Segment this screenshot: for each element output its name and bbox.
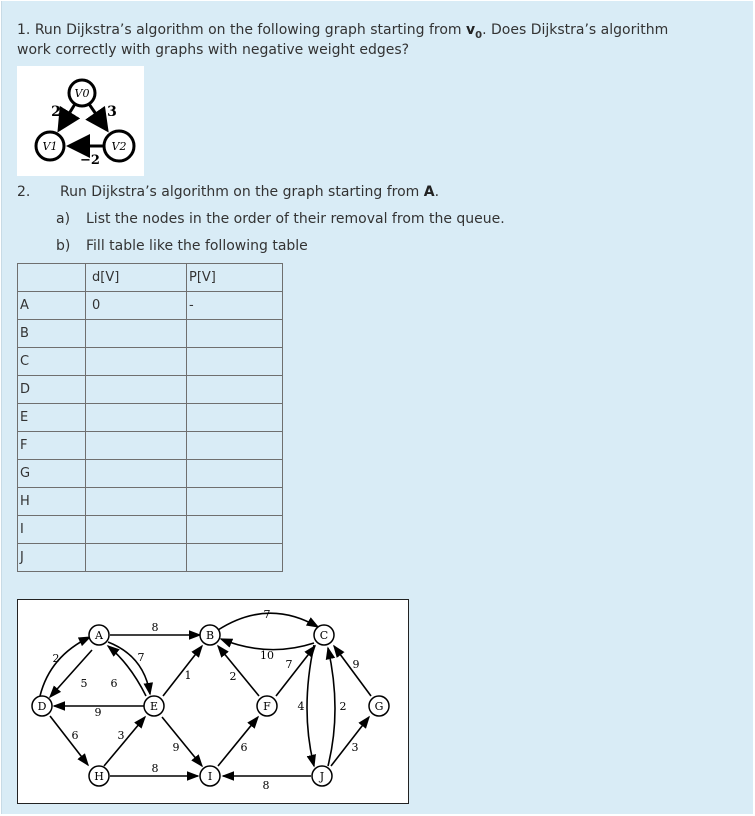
weighted-graph-figure — [17, 599, 409, 804]
question-2-period: . — [434, 184, 440, 200]
distance-table — [17, 263, 283, 572]
start-node: A — [423, 184, 435, 200]
weight-d-a: 2 — [52, 652, 60, 665]
table-cell: B — [18, 320, 86, 348]
weight-label-3: 3 — [107, 104, 117, 120]
node-v2-label: V2 — [111, 140, 127, 153]
node-h-label: H — [94, 770, 104, 783]
edge-v0-v2 — [89, 104, 107, 130]
table-row — [18, 516, 283, 544]
question-2-instruction: Run Dijkstra’s algorithm on the graph starting from — [60, 184, 424, 200]
edge-f-b — [218, 646, 259, 696]
question-2-text — [60, 182, 439, 202]
table-row — [18, 544, 283, 572]
table-cell — [187, 544, 283, 572]
edge-j-c — [328, 648, 335, 766]
table-row — [18, 292, 283, 320]
edge-e-i — [162, 717, 202, 766]
table-cell — [86, 376, 187, 404]
weight-h-e: 3 — [117, 729, 125, 742]
table-cell — [187, 376, 283, 404]
node-a-label: A — [95, 629, 103, 642]
table-cell — [187, 488, 283, 516]
table-cell — [86, 348, 187, 376]
table-cell: G — [18, 460, 86, 488]
weight-b-c: 7 — [263, 608, 271, 621]
edge-i-f — [218, 717, 258, 766]
question-2-number: 2. — [17, 184, 31, 200]
edge-e-b — [163, 646, 202, 696]
node-i-label: I — [207, 770, 213, 783]
edge-h-e — [104, 717, 145, 766]
table-header-cell: d[V] — [86, 264, 187, 292]
table-cell — [187, 320, 283, 348]
edge-v0-v1 — [59, 104, 75, 130]
table-cell: I — [18, 516, 86, 544]
table-cell — [86, 516, 187, 544]
weight-label-neg2: −2 — [80, 153, 100, 168]
v0-variable: v — [465, 22, 476, 38]
table-cell: H — [18, 488, 86, 516]
table-cell: A — [18, 292, 86, 320]
node-e-label: E — [149, 700, 159, 713]
node-g-label: G — [374, 700, 384, 713]
question-1-line-1 — [17, 20, 668, 42]
table-row — [18, 348, 283, 376]
weight-e-i: 9 — [172, 741, 180, 754]
weight-i-f: 6 — [240, 741, 248, 754]
weight-j-g: 3 — [351, 741, 359, 754]
table-cell: E — [18, 404, 86, 432]
question-1-text-after: . Does Dijkstra’s algorithm — [482, 22, 669, 38]
table-cell — [187, 348, 283, 376]
v0-subscript: 0 — [475, 30, 483, 41]
weight-d-h: 6 — [71, 729, 79, 742]
table-row — [18, 432, 283, 460]
weight-a-e: 7 — [137, 651, 145, 664]
weight-f-c: 7 — [285, 658, 293, 671]
node-b-label: B — [205, 629, 215, 642]
weight-g-c: 9 — [352, 658, 360, 671]
node-f-label: F — [263, 700, 271, 713]
table-cell — [187, 516, 283, 544]
table-header-cell — [18, 264, 86, 292]
weight-c-b: 10 — [260, 649, 274, 662]
weight-h-i: 8 — [151, 762, 159, 775]
weight-a-d: 5 — [80, 677, 88, 690]
edge-d-h — [50, 716, 88, 765]
question-1-line-2: work correctly with graphs with negative weight edges? — [17, 42, 410, 58]
table-cell — [187, 404, 283, 432]
table-cell — [86, 404, 187, 432]
table-cell — [86, 432, 187, 460]
node-d-label: D — [37, 700, 47, 713]
small-graph-figure — [17, 66, 144, 176]
weight-a-b: 8 — [151, 621, 159, 634]
edge-g-c — [334, 646, 371, 696]
table-cell: C — [18, 348, 86, 376]
table-cell — [86, 488, 187, 516]
table-row — [18, 460, 283, 488]
node-v1-label: V1 — [42, 140, 58, 153]
part-a-label: a) — [56, 211, 71, 227]
table-cell: D — [18, 376, 86, 404]
part-a-text: List the nodes in the order of their removal from the queue. — [86, 211, 505, 227]
node-v0-label: V0 — [74, 87, 90, 100]
question-1-text: Run Dijkstra’s algorithm on the following graph starting from — [34, 22, 466, 38]
weight-e-d: 9 — [94, 706, 102, 719]
table-header-row — [18, 264, 283, 292]
table-cell: J — [18, 544, 86, 572]
node-c-label: C — [319, 629, 329, 642]
table-row — [18, 320, 283, 348]
weight-e-a: 6 — [110, 677, 118, 690]
table-cell — [86, 460, 187, 488]
table-row — [18, 488, 283, 516]
weight-f-b: 2 — [229, 670, 237, 683]
edge-j-g — [331, 717, 369, 766]
weight-j-i: 8 — [262, 779, 270, 792]
question-panel — [1, 1, 753, 814]
table-cell — [187, 432, 283, 460]
table-cell: 0 — [86, 292, 187, 320]
part-b-text: Fill table like the following table — [86, 238, 308, 254]
table-cell: - — [187, 292, 283, 320]
table-row — [18, 404, 283, 432]
table-cell — [86, 320, 187, 348]
table-header-cell: P[V] — [187, 264, 283, 292]
part-b-label: b) — [56, 238, 71, 254]
question-1-number: 1. — [17, 22, 31, 38]
weight-label-2: 2 — [51, 104, 61, 120]
edge-c-j — [307, 645, 314, 766]
weight-j-c: 2 — [339, 700, 347, 713]
node-j-label: J — [319, 770, 325, 783]
weight-e-b: 1 — [184, 669, 192, 682]
table-cell — [187, 460, 283, 488]
table-cell: F — [18, 432, 86, 460]
weight-c-j: 4 — [297, 700, 305, 713]
table-row — [18, 376, 283, 404]
table-cell — [86, 544, 187, 572]
